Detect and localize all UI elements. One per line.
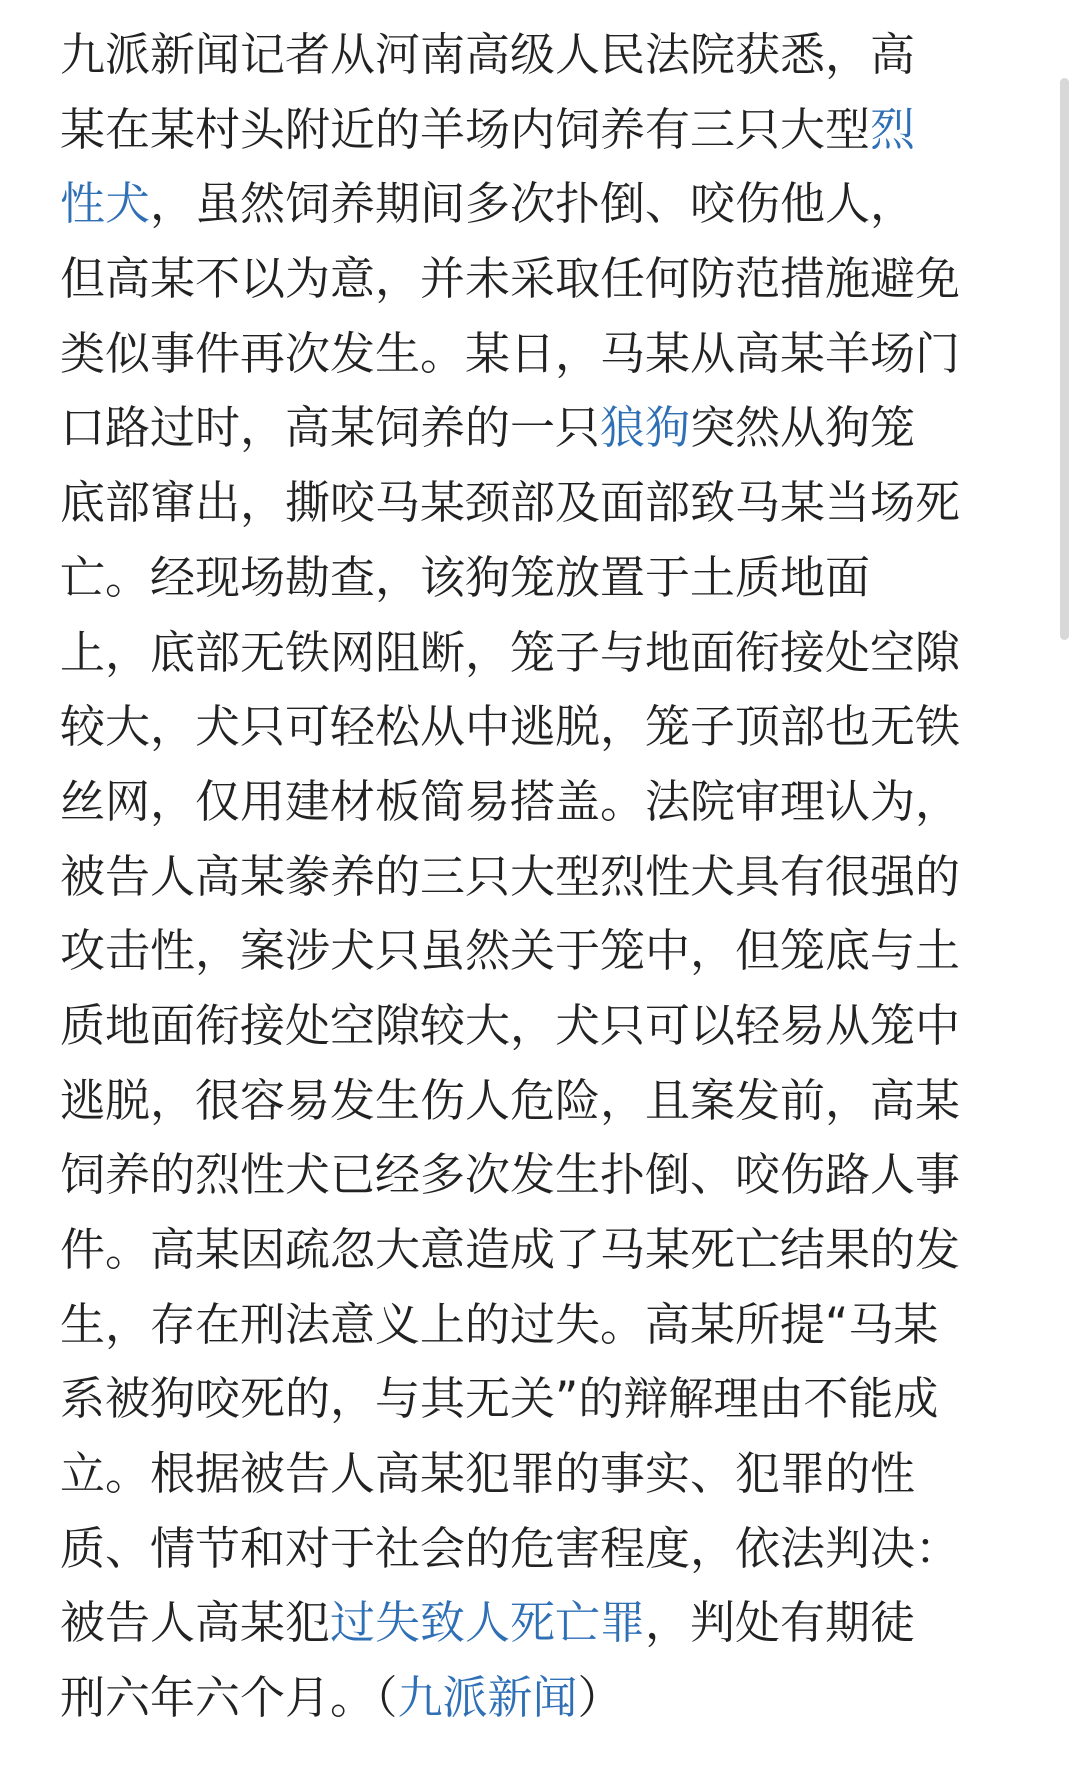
text-segment: 口路过时，高某饲养的一只 — [60, 401, 601, 455]
inline-link[interactable]: 狼狗 — [600, 401, 691, 455]
text-segment: 某在某村头附近的羊场内饲养有三只大型 — [60, 102, 871, 156]
text-line — [60, 1661, 1010, 1736]
text-line — [60, 1586, 1010, 1661]
text-segment: 丝网，仅用建材板简易搭盖。法院审理认为， — [60, 774, 961, 828]
text-segment: 件。高某因疏忽大意造成了马某死亡结果的发 — [60, 1223, 961, 1276]
text-segment: 逃脱，很容易发生伤人危险，且案发前，高某 — [60, 1073, 961, 1127]
text-segment: 刑六年六个月。（ — [60, 1671, 398, 1725]
text-segment: 突然从狗笼 — [690, 401, 916, 455]
text-segment: 九派新闻记者从河南高级人民法院获悉，高 — [60, 28, 916, 81]
text-segment: 系被狗咬死的，与其无关”的辩解理由不能成 — [60, 1372, 939, 1426]
text-segment: 亡。经现场勘查，该狗笼放置于土质地面 — [60, 550, 871, 604]
scrollbar-thumb[interactable] — [1060, 78, 1069, 640]
text-segment: 质地面衔接处空隙较大，犬只可以轻易从笼中 — [60, 998, 961, 1052]
text-line — [60, 1512, 1010, 1587]
text-line — [60, 1213, 1010, 1288]
inline-link[interactable]: 烈 — [870, 102, 916, 156]
text-segment: 类似事件再次发生。某日，马某从高某羊场门 — [60, 326, 961, 380]
text-line — [60, 391, 1010, 466]
inline-link[interactable]: 性犬 — [60, 177, 151, 231]
text-line — [60, 1288, 1010, 1363]
text-line — [60, 317, 1010, 392]
text-line — [60, 541, 1010, 616]
inline-link[interactable]: 过失致人死亡罪 — [330, 1596, 646, 1650]
text-segment: 但高某不以为意，并未采取任何防范措施避免 — [60, 252, 961, 306]
text-segment: 被告人高某豢养的三只大型烈性犬具有很强的 — [60, 849, 961, 903]
text-line — [60, 1362, 1010, 1437]
text-line — [60, 466, 1010, 541]
scrollbar[interactable] — [1049, 0, 1079, 1776]
text-line — [60, 1437, 1010, 1512]
text-line — [60, 93, 1010, 168]
text-segment: ，判处有期徒 — [645, 1596, 916, 1650]
text-line — [60, 18, 1010, 93]
text-line — [60, 1138, 1010, 1213]
text-line — [60, 765, 1010, 840]
text-segment: 饲养的烈性犬已经多次发生扑倒、咬伤路人事 — [60, 1148, 961, 1202]
text-segment: 攻击性，案涉犬只虽然关于笼中，但笼底与土 — [60, 924, 961, 978]
text-segment: ，虽然饲养期间多次扑倒、咬伤他人， — [150, 177, 916, 231]
text-line — [60, 1064, 1010, 1139]
text-segment: 较大，犬只可轻松从中逃脱，笼子顶部也无铁 — [60, 700, 961, 754]
text-segment: 生，存在刑法意义上的过失。高某所提“马某 — [60, 1297, 939, 1351]
text-line — [60, 616, 1010, 691]
text-line — [60, 167, 1010, 242]
text-segment: 上，底部无铁网阻断，笼子与地面衔接处空隙 — [60, 625, 961, 679]
text-line — [60, 242, 1010, 317]
text-line — [60, 840, 1010, 915]
article-body — [60, 18, 1010, 1736]
text-line — [60, 914, 1010, 989]
text-segment: 被告人高某犯 — [60, 1596, 331, 1650]
inline-link[interactable]: 九派新闻 — [397, 1671, 578, 1725]
text-line — [60, 989, 1010, 1064]
text-segment: 底部窜出，撕咬马某颈部及面部致马某当场死 — [60, 476, 961, 530]
text-segment: 立。根据被告人高某犯罪的事实、犯罪的性 — [60, 1447, 916, 1501]
text-line — [60, 690, 1010, 765]
text-segment: ） — [577, 1671, 623, 1725]
text-segment: 质、情节和对于社会的危害程度，依法判决： — [60, 1521, 961, 1575]
